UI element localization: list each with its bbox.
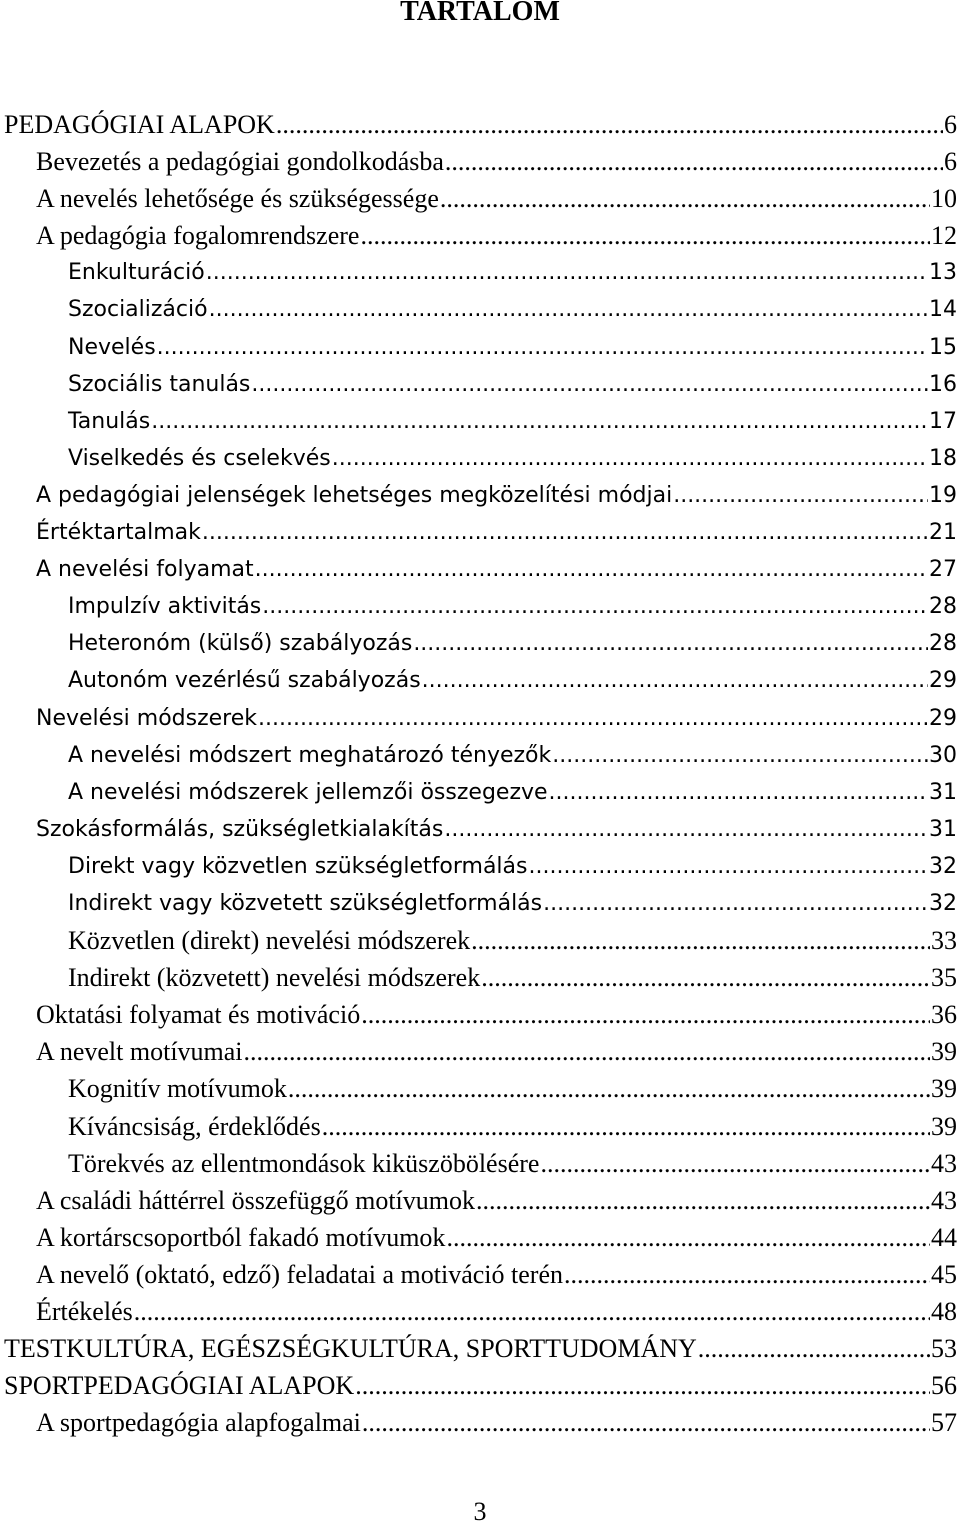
toc-entry-page: 39 [931,1074,957,1104]
toc-entry-page: 36 [931,1000,957,1030]
toc-entry[interactable] [0,662,960,699]
toc-entry[interactable] [0,922,960,959]
dot-leader [134,1293,930,1330]
toc-entry-page: 29 [929,705,957,731]
toc-entry-page: 10 [931,184,957,214]
dot-leader [446,1219,930,1256]
toc-entry-title: A pedagógiai jelenségek lehetséges megközelítési módjai [36,482,673,508]
dot-leader [206,254,928,291]
toc-entry[interactable] [0,440,960,477]
toc-entry-page: 56 [931,1371,957,1401]
dot-leader [255,551,928,588]
toc-entry[interactable] [0,1070,960,1107]
toc-entry[interactable] [0,1219,960,1256]
toc-entry-title: A kortárscsoportból fakadó motívumok [36,1222,446,1252]
dot-leader [471,922,930,959]
dot-leader [552,737,928,774]
toc-entry-page: 16 [929,371,957,397]
toc-entry[interactable] [0,1367,960,1404]
toc-entry-page: 57 [931,1408,957,1438]
toc-entry-page: 29 [929,668,957,694]
dot-leader [209,291,928,328]
page-number: 3 [473,1497,487,1526]
toc-entry[interactable] [0,1330,960,1367]
toc-entry-page: 28 [929,594,957,620]
toc-entry[interactable] [0,885,960,922]
toc-entry[interactable] [0,588,960,625]
dot-leader [202,514,928,551]
toc-entry-title: Közvetlen (direkt) nevelési módszerek [68,926,471,956]
toc-entry[interactable] [0,1404,960,1441]
toc-entry-title: A nevelő (oktató, edző) feladatai a motiváció terén [36,1259,563,1289]
toc-entry-title: Indirekt (közvetett) nevelési módszerek [68,963,481,993]
toc-entry-page: 6 [944,110,957,139]
toc-entry-page: 12 [931,221,957,251]
toc-entry-page: 6 [944,147,957,177]
dot-leader [322,1108,930,1145]
toc-entry-page: 48 [931,1297,957,1326]
toc-entry-title: A családi háttérrel összefüggő motívumok [36,1185,476,1215]
dot-leader [361,996,930,1033]
table-of-contents [0,106,960,1441]
toc-entry-page: 44 [931,1222,957,1252]
dot-leader [543,885,928,922]
toc-entry[interactable] [0,217,960,254]
toc-entry-page: 17 [929,408,957,434]
toc-entry-title: Heteronóm (külső) szabályozás [68,631,413,657]
toc-entry[interactable] [0,774,960,811]
dot-leader [440,180,930,217]
toc-entry-page: 28 [929,631,957,657]
toc-entry-title: TESTKULTÚRA, EGÉSZSÉGKULTÚRA, SPORTTUDOMÁNY [4,1334,697,1364]
toc-entry-title: A nevelés lehetősége és szükségessége [36,184,439,214]
toc-entry-page: 43 [931,1185,957,1215]
toc-entry-title: Viselkedés és cselekvés [68,445,331,471]
toc-entry-title: Impulzív aktivitás [68,594,262,620]
toc-entry[interactable] [0,700,960,737]
toc-entry-title: Kíváncsiság, érdeklődés [68,1111,321,1141]
toc-entry-page: 32 [929,853,957,879]
dot-leader [540,1145,930,1182]
toc-entry[interactable] [0,811,960,848]
toc-entry[interactable] [0,106,960,143]
toc-entry-page: 14 [929,297,957,323]
dot-leader [444,811,928,848]
toc-entry[interactable] [0,625,960,662]
dot-leader [244,1033,930,1070]
toc-entry[interactable] [0,329,960,366]
toc-entry-title: Értéktartalmak [36,520,201,546]
toc-entry-page: 27 [929,557,957,583]
toc-entry[interactable] [0,291,960,328]
dot-leader [262,588,928,625]
toc-entry[interactable] [0,1256,960,1293]
toc-entry[interactable] [0,403,960,440]
dot-leader [673,477,928,514]
toc-entry-title: A nevelési módszerek jellemzői összegezve [68,779,548,805]
dot-leader [422,662,928,699]
toc-entry-title: Oktatási folyamat és motiváció [36,1000,361,1030]
toc-entry[interactable] [0,477,960,514]
toc-entry-page: 30 [929,742,957,768]
toc-entry-title: Szocializáció [68,297,208,323]
toc-entry-title: A pedagógia fogalomrendszere [36,221,360,251]
toc-entry[interactable] [0,996,960,1033]
toc-entry-page: 15 [929,334,957,360]
dot-leader [476,1182,930,1219]
page-title: TARTALOM [400,0,560,27]
dot-leader [332,440,928,477]
toc-entry-page: 21 [929,520,957,546]
toc-entry-title: Nevelés [68,334,156,360]
toc-entry-title: PEDAGÓGIAI ALAPOK [4,110,275,139]
dot-leader [528,848,928,885]
toc-entry[interactable] [0,1108,960,1145]
toc-entry-page: 19 [929,482,957,508]
toc-entry-page: 35 [931,963,957,993]
toc-entry-title: Tanulás [68,408,151,434]
dot-leader [276,106,943,143]
toc-entry[interactable] [0,1182,960,1219]
toc-entry-title: Értékelés [36,1297,133,1326]
toc-entry-title: Enkulturáció [68,260,205,286]
dot-leader [258,700,928,737]
dot-leader [360,217,930,254]
toc-entry-title: Szociális tanulás [68,371,251,397]
dot-leader [355,1367,930,1404]
dot-leader [413,625,928,662]
toc-entry-title: Nevelési módszerek [36,705,257,731]
toc-entry-title: A sportpedagógia alapfogalmai [36,1408,361,1438]
toc-entry[interactable] [0,254,960,291]
dot-leader [564,1256,930,1293]
toc-entry-page: 32 [929,890,957,916]
toc-entry-page: 53 [931,1334,957,1364]
dot-leader [445,143,943,180]
toc-entry-page: 39 [931,1037,957,1067]
toc-entry[interactable] [0,1145,960,1182]
dot-leader [362,1404,930,1441]
toc-entry[interactable] [0,1293,960,1330]
dot-leader [481,959,930,996]
dot-leader [251,366,928,403]
dot-leader [698,1330,930,1367]
toc-entry-title: A nevelt motívumai [36,1037,243,1067]
toc-entry-title: Indirekt vagy közvetett szükségletformálás [68,890,543,916]
toc-entry[interactable] [0,143,960,180]
toc-entry-page: 31 [929,816,957,842]
dot-leader [157,329,928,366]
toc-entry-title: SPORTPEDAGÓGIAI ALAPOK [4,1371,355,1401]
toc-entry-page: 13 [929,260,957,286]
dot-leader [288,1070,930,1107]
toc-entry-page: 45 [931,1259,957,1289]
toc-entry[interactable] [0,551,960,588]
toc-entry-page: 31 [929,779,957,805]
toc-entry-page: 43 [931,1148,957,1178]
toc-entry[interactable] [0,848,960,885]
toc-entry-page: 33 [931,926,957,956]
dot-leader [549,774,928,811]
toc-entry-title: Kognitív motívumok [68,1074,287,1104]
toc-entry-title: Direkt vagy közvetlen szükségletformálás [68,853,528,879]
toc-entry[interactable] [0,180,960,217]
toc-entry[interactable] [0,366,960,403]
toc-entry[interactable] [0,1033,960,1070]
toc-entry-title: A nevelési folyamat [36,557,254,583]
toc-entry-title: A nevelési módszert meghatározó tényezők [68,742,552,768]
dot-leader [151,403,928,440]
toc-entry[interactable] [0,514,960,551]
toc-entry-title: Bevezetés a pedagógiai gondolkodásba [36,147,444,177]
toc-entry-title: Törekvés az ellentmondások kiküszöbölésére [68,1148,540,1178]
toc-entry-title: Autonóm vezérlésű szabályozás [68,668,421,694]
toc-entry-page: 39 [931,1111,957,1141]
toc-entry-page: 18 [929,445,957,471]
toc-entry-title: Szokásformálás, szükségletkialakítás [36,816,444,842]
toc-entry[interactable] [0,959,960,996]
toc-entry[interactable] [0,737,960,774]
